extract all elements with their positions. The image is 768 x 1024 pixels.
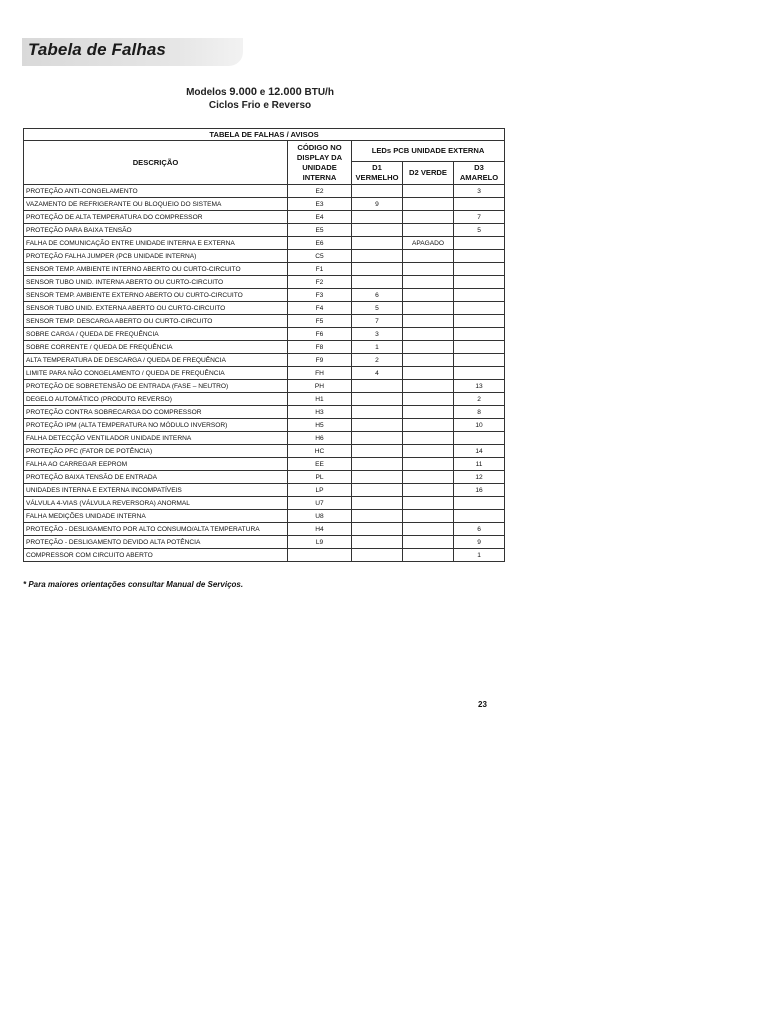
table-row [24, 328, 505, 341]
table-row [24, 536, 505, 549]
table-title: TABELA DE FALHAS / AVISOS [24, 129, 505, 141]
cell-d3 [454, 354, 505, 367]
cell-d1 [352, 211, 403, 224]
capacity-2: 12.000 [268, 86, 302, 98]
cell-description: PROTEÇÃO - DESLIGAMENTO POR ALTO CONSUMO/ALTA TEMPERATURA [24, 523, 288, 536]
footnote: * Para maiores orientações consultar Manual de Serviços. [23, 580, 244, 589]
table-row [24, 419, 505, 432]
cell-code: F8 [288, 341, 352, 354]
cell-d2 [403, 185, 454, 198]
cell-d1: 2 [352, 354, 403, 367]
cell-d3 [454, 497, 505, 510]
cell-d2 [403, 432, 454, 445]
cell-code: HC [288, 445, 352, 458]
cell-code: L9 [288, 536, 352, 549]
cell-code: H5 [288, 419, 352, 432]
cell-d1 [352, 445, 403, 458]
table-row [24, 237, 505, 250]
header-d1: D1 VERMELHO [352, 162, 403, 185]
cell-description: SENSOR TUBO UNID. INTERNA ABERTO OU CURTO-CIRCUITO [24, 276, 288, 289]
cell-description: PROTEÇÃO DE ALTA TEMPERATURA DO COMPRESSOR [24, 211, 288, 224]
cell-description: PROTEÇÃO - DESLIGAMENTO DEVIDO ALTA POTÊNCIA [24, 536, 288, 549]
fault-rows [24, 185, 505, 562]
cell-code: U8 [288, 510, 352, 523]
cell-d1 [352, 380, 403, 393]
cell-d2 [403, 289, 454, 302]
cell-d3 [454, 250, 505, 263]
header-leds: LEDs PCB UNIDADE EXTERNA [352, 141, 505, 162]
table-row [24, 471, 505, 484]
cell-d2 [403, 367, 454, 380]
cell-code: E4 [288, 211, 352, 224]
cell-d1 [352, 185, 403, 198]
cell-d1: 4 [352, 367, 403, 380]
cell-d2: APAGADO [403, 237, 454, 250]
cell-description: LIMITE PARA NÃO CONGELAMENTO / QUEDA DE FREQUÊNCIA [24, 367, 288, 380]
cell-d3 [454, 302, 505, 315]
cell-description: SENSOR TEMP. AMBIENTE INTERNO ABERTO OU CURTO-CIRCUITO [24, 263, 288, 276]
table-row [24, 458, 505, 471]
cell-d1 [352, 497, 403, 510]
cell-d3: 2 [454, 393, 505, 406]
table-row [24, 380, 505, 393]
cell-d2 [403, 536, 454, 549]
table-row [24, 510, 505, 523]
cell-description: PROTEÇÃO ANTI-CONGELAMENTO [24, 185, 288, 198]
cell-d1 [352, 237, 403, 250]
table-row [24, 302, 505, 315]
table-row [24, 211, 505, 224]
cell-d2 [403, 341, 454, 354]
cell-d1 [352, 536, 403, 549]
models-prefix: Modelos [186, 87, 230, 98]
cell-code: F9 [288, 354, 352, 367]
cell-d1: 3 [352, 328, 403, 341]
cell-description: FALHA DE COMUNICAÇÃO ENTRE UNIDADE INTERNA E EXTERNA [24, 237, 288, 250]
cell-d2 [403, 510, 454, 523]
cell-d3: 12 [454, 471, 505, 484]
table-row [24, 315, 505, 328]
cell-code: F1 [288, 263, 352, 276]
cell-description: COMPRESSOR COM CIRCUITO ABERTO [24, 549, 288, 562]
cell-d3: 7 [454, 211, 505, 224]
cell-code: F5 [288, 315, 352, 328]
cell-d2 [403, 250, 454, 263]
table-row [24, 484, 505, 497]
header-description: DESCRIÇÃO [24, 141, 288, 185]
models-line-2: Ciclos Frio e Reverso [208, 100, 312, 111]
cell-d3 [454, 289, 505, 302]
cell-d1 [352, 471, 403, 484]
table-row [24, 497, 505, 510]
cell-description: UNIDADES INTERNA E EXTERNA INCOMPATÍVEIS [24, 484, 288, 497]
cell-d2 [403, 393, 454, 406]
cell-d1 [352, 263, 403, 276]
cell-code [288, 549, 352, 562]
cell-d1 [352, 276, 403, 289]
cell-code: H3 [288, 406, 352, 419]
cell-d3: 16 [454, 484, 505, 497]
capacity-1: 9.000 [229, 86, 257, 98]
cell-d2 [403, 406, 454, 419]
cell-d3 [454, 263, 505, 276]
cell-d3 [454, 237, 505, 250]
table-row [24, 367, 505, 380]
cell-d3: 10 [454, 419, 505, 432]
cell-d1 [352, 393, 403, 406]
cell-d1: 6 [352, 289, 403, 302]
cell-d1 [352, 549, 403, 562]
table-title-row [24, 129, 505, 141]
fault-table [23, 128, 505, 562]
models-and: e [256, 87, 269, 98]
cell-code: PH [288, 380, 352, 393]
table-row [24, 406, 505, 419]
table-row [24, 549, 505, 562]
cell-description: SENSOR TUBO UNID. EXTERNA ABERTO OU CURTO-CIRCUITO [24, 302, 288, 315]
cell-d1 [352, 523, 403, 536]
table-row [24, 445, 505, 458]
cell-code: EE [288, 458, 352, 471]
table-row [24, 341, 505, 354]
cell-description: SOBRE CARGA / QUEDA DE FREQUÊNCIA [24, 328, 288, 341]
cell-d3 [454, 367, 505, 380]
cell-description: VÁLVULA 4-VIAS (VÁLVULA REVERSORA) ANORMAL [24, 497, 288, 510]
cell-d2 [403, 419, 454, 432]
page-number: 23 [478, 700, 487, 709]
table-row [24, 250, 505, 263]
cell-d3 [454, 341, 505, 354]
cell-code: F2 [288, 276, 352, 289]
cell-code: C5 [288, 250, 352, 263]
cell-d2 [403, 328, 454, 341]
cell-code: PL [288, 471, 352, 484]
cell-d1 [352, 250, 403, 263]
cell-d1: 9 [352, 198, 403, 211]
cell-description: FALHA MEDIÇÕES UNIDADE INTERNA [24, 510, 288, 523]
table-row [24, 263, 505, 276]
cell-description: PROTEÇÃO FALHA JUMPER (PCB UNIDADE INTERNA) [24, 250, 288, 263]
cell-code: U7 [288, 497, 352, 510]
cell-d1 [352, 510, 403, 523]
cell-d2 [403, 211, 454, 224]
cell-code: H1 [288, 393, 352, 406]
cell-description: DEGELO AUTOMÁTICO (PRODUTO REVERSO) [24, 393, 288, 406]
cell-d1: 7 [352, 315, 403, 328]
header-d3: D3 AMARELO [454, 162, 505, 185]
cell-d1: 1 [352, 341, 403, 354]
cell-description: SENSOR TEMP. AMBIENTE EXTERNO ABERTO OU CURTO-CIRCUITO [24, 289, 288, 302]
cell-description: PROTEÇÃO IPM (ALTA TEMPERATURA NO MÓDULO INVERSOR) [24, 419, 288, 432]
cell-description: FALHA DETECÇÃO VENTILADOR UNIDADE INTERNA [24, 432, 288, 445]
cell-d3: 1 [454, 549, 505, 562]
table-row [24, 185, 505, 198]
cell-d1 [352, 432, 403, 445]
cell-code: F6 [288, 328, 352, 341]
cell-d1 [352, 419, 403, 432]
cell-code: E6 [288, 237, 352, 250]
cell-d3 [454, 198, 505, 211]
cell-code: F3 [288, 289, 352, 302]
cell-d1 [352, 224, 403, 237]
models-line-1 [150, 86, 370, 99]
cell-d1: 5 [352, 302, 403, 315]
cell-d1 [352, 458, 403, 471]
cell-d3: 8 [454, 406, 505, 419]
page-title: Tabela de Falhas [28, 40, 166, 59]
cell-d3: 6 [454, 523, 505, 536]
cell-code: FH [288, 367, 352, 380]
cell-d2 [403, 523, 454, 536]
cell-d2 [403, 315, 454, 328]
table-row [24, 354, 505, 367]
models-caption [150, 86, 370, 112]
models-unit: BTU/h [301, 87, 334, 98]
cell-code: E2 [288, 185, 352, 198]
cell-d2 [403, 458, 454, 471]
cell-code: F4 [288, 302, 352, 315]
table-row [24, 276, 505, 289]
table-row [24, 198, 505, 211]
cell-description: ALTA TEMPERATURA DE DESCARGA / QUEDA DE FREQUÊNCIA [24, 354, 288, 367]
cell-description: PROTEÇÃO DE SOBRETENSÃO DE ENTRADA (FASE – NEUTRO) [24, 380, 288, 393]
table-row [24, 432, 505, 445]
cell-d2 [403, 471, 454, 484]
cell-d2 [403, 224, 454, 237]
cell-code: LP [288, 484, 352, 497]
cell-d2 [403, 302, 454, 315]
cell-d3 [454, 432, 505, 445]
cell-description: PROTEÇÃO CONTRA SOBRECARGA DO COMPRESSOR [24, 406, 288, 419]
cell-d2 [403, 263, 454, 276]
table-header-row-1 [24, 141, 505, 162]
table-row [24, 393, 505, 406]
cell-d3 [454, 276, 505, 289]
cell-d2 [403, 276, 454, 289]
cell-description: SOBRE CORRENTE / QUEDA DE FREQUÊNCIA [24, 341, 288, 354]
table-row [24, 289, 505, 302]
cell-d3: 9 [454, 536, 505, 549]
cell-d3 [454, 328, 505, 341]
cell-d3: 5 [454, 224, 505, 237]
cell-d3: 11 [454, 458, 505, 471]
cell-d3: 14 [454, 445, 505, 458]
table-row [24, 523, 505, 536]
cell-d2 [403, 380, 454, 393]
cell-code: E5 [288, 224, 352, 237]
cell-description: SENSOR TEMP. DESCARGA ABERTO OU CURTO-CIRCUITO [24, 315, 288, 328]
table-row [24, 224, 505, 237]
cell-description: PROTEÇÃO PARA BAIXA TENSÃO [24, 224, 288, 237]
cell-code: H6 [288, 432, 352, 445]
cell-description: FALHA AO CARREGAR EEPROM [24, 458, 288, 471]
cell-description: PROTEÇÃO BAIXA TENSÃO DE ENTRADA [24, 471, 288, 484]
cell-description: PROTEÇÃO PFC (FATOR DE POTÊNCIA) [24, 445, 288, 458]
cell-description: VAZAMENTO DE REFRIGERANTE OU BLOQUEIO DO SISTEMA [24, 198, 288, 211]
cell-d3: 3 [454, 185, 505, 198]
header-code: CÓDIGO NO DISPLAY DA UNIDADE INTERNA [288, 141, 352, 185]
cell-d2 [403, 198, 454, 211]
cell-d1 [352, 484, 403, 497]
cell-code: H4 [288, 523, 352, 536]
cell-d2 [403, 549, 454, 562]
cell-d2 [403, 497, 454, 510]
cell-d2 [403, 445, 454, 458]
cell-d3: 13 [454, 380, 505, 393]
cell-d3 [454, 315, 505, 328]
cell-d1 [352, 406, 403, 419]
cell-d2 [403, 354, 454, 367]
cell-d3 [454, 510, 505, 523]
cell-d2 [403, 484, 454, 497]
cell-code: E3 [288, 198, 352, 211]
header-d2: D2 VERDE [403, 162, 454, 185]
